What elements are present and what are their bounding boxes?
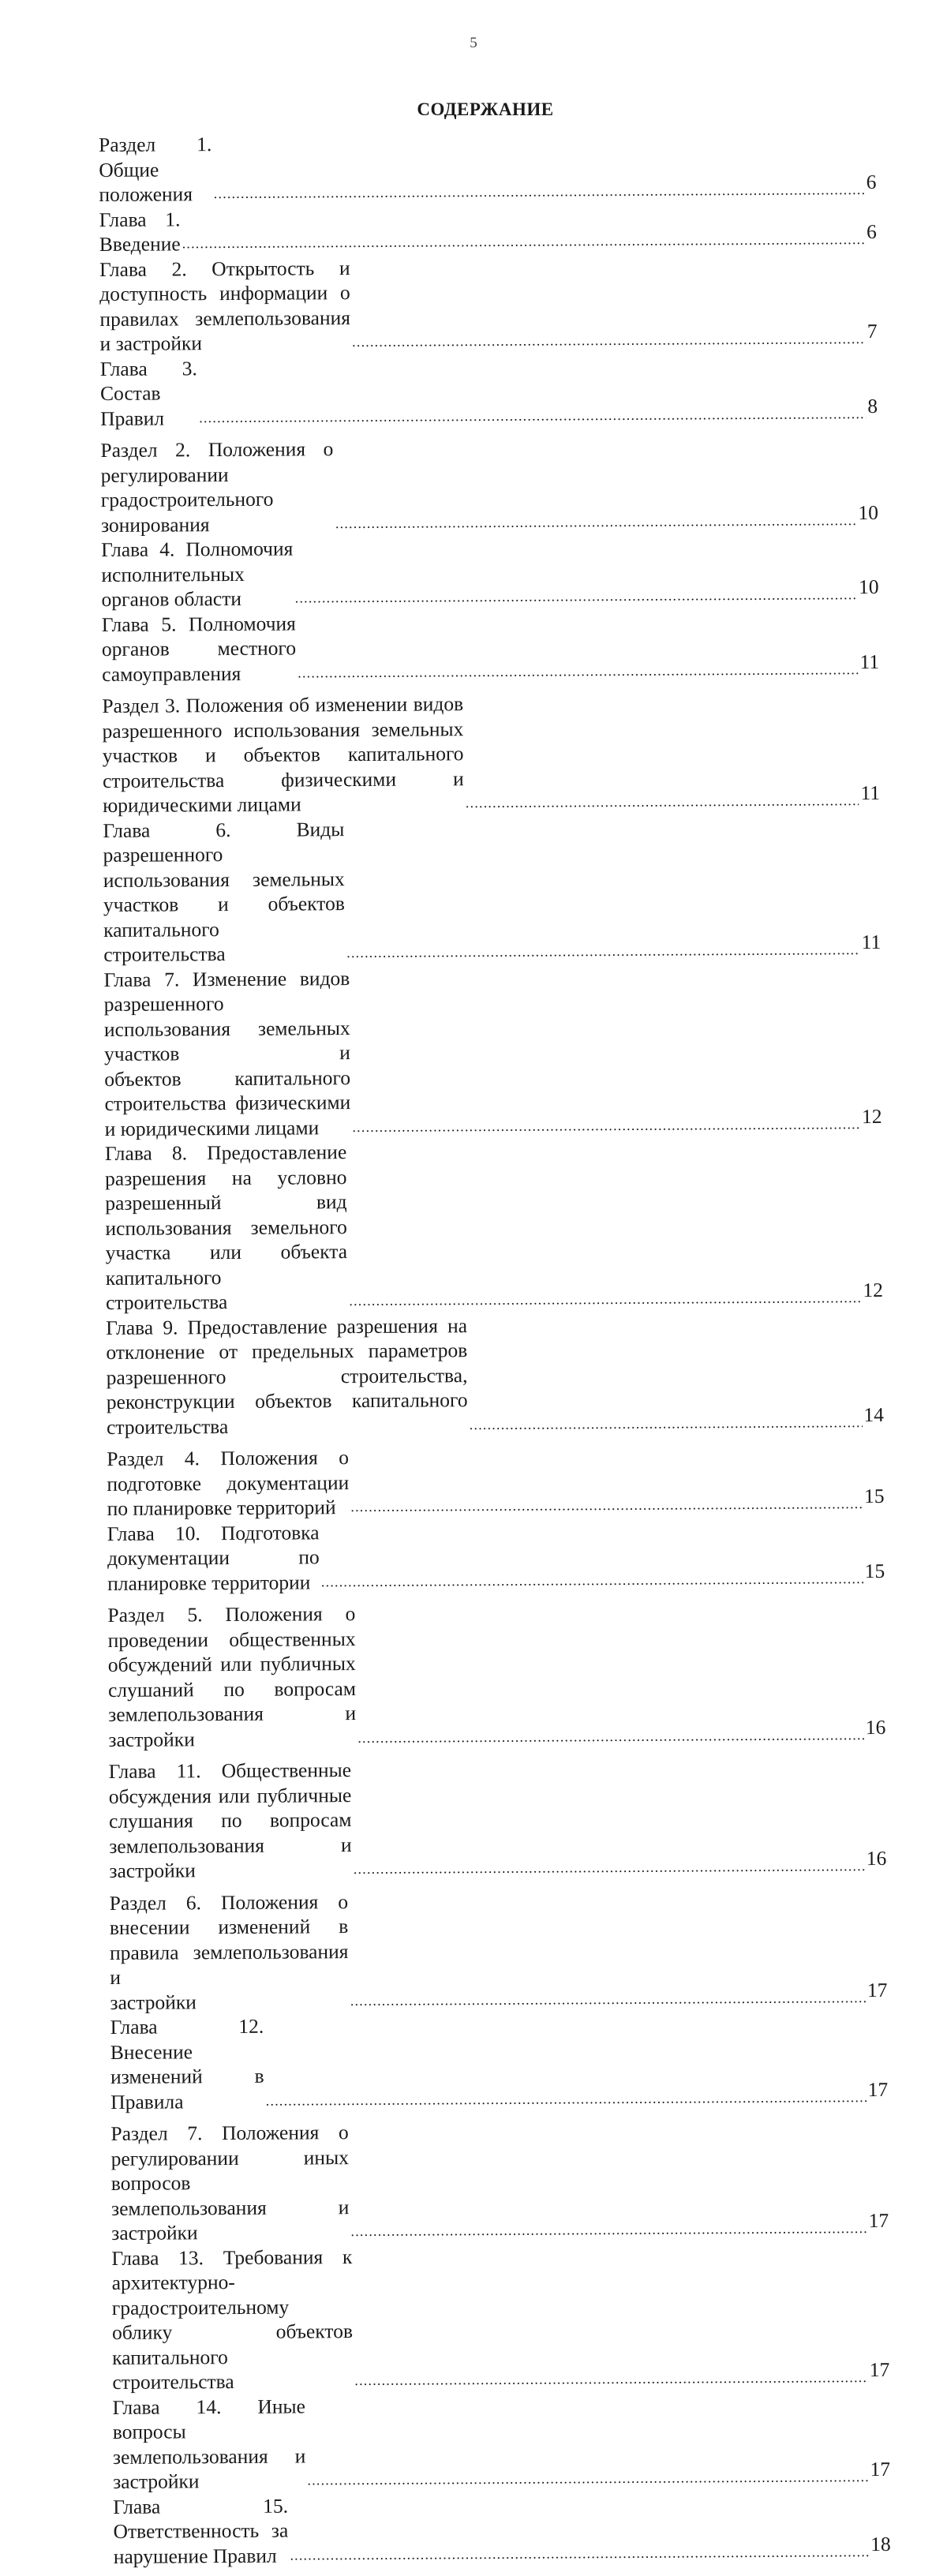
toc-entry-label: Глава 3. Состав Правил bbox=[99, 356, 197, 430]
toc-entry-label: Раздел 4. Положения о подготовке документации по планировке территорий bbox=[107, 1446, 350, 1520]
toc-entry[interactable] bbox=[100, 433, 878, 537]
toc-leader-dots bbox=[346, 938, 860, 965]
toc-entry-label: Глава 15. Ответственность за нарушение Правил bbox=[113, 2494, 289, 2568]
toc-entry-page: 11 bbox=[861, 930, 881, 954]
toc-entry-label: Глава 14. Иные вопросы землепользования и застройки bbox=[112, 2394, 306, 2493]
toc-entry-text bbox=[113, 2493, 288, 2569]
toc-group bbox=[110, 2117, 890, 2569]
toc-entry[interactable] bbox=[101, 533, 879, 612]
toc-leader-dots bbox=[354, 2365, 868, 2393]
toc-entry-page: 15 bbox=[863, 1484, 885, 1508]
toc-leader-dots bbox=[349, 1286, 861, 1313]
toc-entry[interactable] bbox=[113, 2489, 891, 2569]
toc-entry[interactable] bbox=[105, 1136, 883, 1316]
toc-leader-dots bbox=[199, 402, 866, 431]
toc-entry-label: Глава 1. Введение bbox=[99, 207, 181, 256]
toc-entry-text bbox=[100, 356, 198, 431]
toc-leader-dots bbox=[470, 1410, 863, 1438]
toc-entry-page: 17 bbox=[870, 2457, 891, 2481]
toc-leader-dots bbox=[298, 657, 859, 686]
toc-entry-page: 12 bbox=[862, 1104, 882, 1128]
toc-entry-page: 17 bbox=[868, 2208, 889, 2233]
toc-entry-text bbox=[107, 1445, 349, 1521]
toc-group bbox=[102, 689, 884, 1440]
toc-entry[interactable] bbox=[110, 1885, 888, 2015]
toc-entry-page: 17 bbox=[869, 2357, 890, 2382]
toc-entry-page: 14 bbox=[863, 1402, 885, 1426]
toc-entry-page: 6 bbox=[866, 170, 877, 194]
toc-entry[interactable] bbox=[99, 202, 877, 256]
toc-entry-lead: Глава 7. Изменение видов разрешенного использования земельных участков и bbox=[103, 966, 350, 1065]
toc-entry-label: Глава 5. Полномочия органов местного самоуправления bbox=[101, 611, 297, 686]
toc-entry-label: слушаний по вопросам землепользования и застройки bbox=[107, 1676, 357, 1751]
toc-leader-dots bbox=[295, 582, 858, 611]
toc-entry[interactable] bbox=[106, 1310, 884, 1440]
toc-entry-lead: Раздел 7. Положения о регулировании иных вопросов землепользования и bbox=[110, 2121, 350, 2220]
toc-entry-text bbox=[99, 256, 350, 357]
toc-entry-page: 8 bbox=[867, 394, 878, 417]
toc-group bbox=[107, 1598, 885, 1752]
toc-leader-dots bbox=[182, 227, 866, 256]
toc-entry-label: Раздел 1. Общие положения bbox=[99, 133, 212, 206]
toc-title: СОДЕРЖАНИЕ bbox=[417, 99, 554, 119]
toc-leader-dots bbox=[266, 2085, 867, 2114]
toc-entry-lead: Раздел 6. Положения о внесении изменений в правила землепользования и bbox=[109, 1889, 349, 1989]
toc-leader-dots bbox=[354, 1854, 865, 1881]
toc-leader-dots bbox=[352, 1112, 860, 1140]
toc-entry-text bbox=[100, 436, 334, 537]
toc-group bbox=[107, 1442, 885, 1596]
toc-entry[interactable] bbox=[110, 2010, 889, 2114]
toc-entry-page: 17 bbox=[867, 1978, 888, 2001]
toc-leader-dots bbox=[350, 1986, 866, 2013]
toc-entry-text bbox=[105, 1140, 348, 1315]
toc-entry-text bbox=[113, 2394, 306, 2494]
toc-entry[interactable] bbox=[102, 689, 880, 818]
toc-entry-label: застройки bbox=[111, 2221, 198, 2245]
toc-entry-label: юридическими лицами bbox=[103, 792, 301, 817]
toc-entry-lead: Глава 2. Открытость и доступность информации о правилах землепользования bbox=[99, 256, 351, 331]
toc-entry-text bbox=[110, 1889, 349, 2015]
toc-entry-page: 11 bbox=[859, 650, 880, 673]
toc-entry-label: строительства bbox=[106, 1414, 229, 1439]
page-number: 5 bbox=[470, 35, 477, 51]
toc-leader-dots bbox=[321, 1567, 863, 1595]
toc-leader-dots bbox=[307, 2465, 868, 2493]
toc-entry[interactable] bbox=[100, 351, 878, 431]
toc-leader-dots bbox=[352, 327, 866, 354]
toc-entry-page: 10 bbox=[858, 500, 879, 524]
toc-entry-page: 7 bbox=[867, 319, 878, 343]
toc-group bbox=[110, 1885, 889, 2114]
toc-entry-lead: Раздел 5. Положения о проведении общественных обсуждений или публичных bbox=[107, 1602, 356, 1676]
toc-entry[interactable] bbox=[113, 2390, 891, 2494]
toc-entry-page: 18 bbox=[870, 2532, 891, 2555]
toc-entry-text bbox=[102, 691, 464, 818]
toc-entry[interactable] bbox=[102, 607, 880, 687]
toc-entry-page: 16 bbox=[866, 1846, 887, 1870]
toc-entry-page: 6 bbox=[866, 219, 877, 244]
toc-leader-dots bbox=[350, 2216, 867, 2244]
table-of-contents bbox=[99, 128, 891, 2576]
toc-leader-dots bbox=[335, 508, 857, 537]
toc-entry-label: Глава 12. Внесение изменений в Правила bbox=[110, 2014, 264, 2114]
toc-group bbox=[100, 433, 879, 687]
toc-group bbox=[109, 1754, 887, 1884]
toc-entry-text bbox=[110, 2014, 264, 2114]
toc-entry-lead: Глава 8. Предоставление разрешения на условно разрешенный вид bbox=[104, 1140, 347, 1215]
toc-entry-text bbox=[101, 537, 294, 612]
toc-entry-lead: Глава 11. Общественные обсуждения или публичные слушания по вопросам bbox=[108, 1758, 352, 1833]
toc-entry[interactable] bbox=[107, 1516, 885, 1596]
toc-entry-page: 10 bbox=[858, 575, 879, 599]
toc-entry-label: застройки bbox=[110, 1990, 197, 2014]
toc-entry-lead: Глава 9. Предоставление разрешения на отклонение от предельных параметров разрешенного строительства, реконструкции объектов капитального bbox=[106, 1313, 468, 1413]
toc-group bbox=[99, 128, 878, 431]
toc-entry-page: 12 bbox=[863, 1278, 884, 1302]
toc-entry[interactable] bbox=[103, 813, 881, 967]
toc-leader-dots bbox=[350, 1492, 863, 1519]
toc-entry[interactable] bbox=[107, 1442, 885, 1522]
toc-entry[interactable] bbox=[111, 2241, 889, 2394]
toc-entry-text bbox=[102, 611, 297, 687]
toc-entry-text bbox=[103, 966, 350, 1141]
toc-entry-label: использования земельного участка или объекта капитального строительства bbox=[105, 1215, 348, 1314]
toc-entry-label: капитального строительства bbox=[112, 2345, 234, 2394]
toc-entry-label: Глава 10. Подготовка документации по планировке территории bbox=[107, 1520, 320, 1595]
toc-leader-dots bbox=[214, 178, 865, 207]
toc-entry[interactable] bbox=[99, 128, 877, 208]
toc-leader-dots bbox=[357, 1723, 864, 1750]
toc-entry[interactable] bbox=[107, 1598, 885, 1752]
toc-entry-lead: Глава 13. Требования к архитектурно-градостроительному облику объектов bbox=[111, 2245, 354, 2344]
toc-entry-label: землепользования и застройки bbox=[109, 1833, 352, 1882]
toc-leader-dots bbox=[290, 2540, 869, 2568]
toc-entry-text bbox=[103, 817, 345, 968]
toc-entry[interactable] bbox=[109, 1754, 887, 1884]
toc-entry-label: и застройки bbox=[99, 331, 203, 355]
toc-entry-page: 15 bbox=[864, 1559, 885, 1582]
toc-entry-text bbox=[99, 207, 181, 257]
toc-entry-page: 16 bbox=[865, 1715, 886, 1739]
toc-entry-lead: Раздел 3. Положения об изменении видов разрешенного использования земельных участков и объектов капитального строительства физическими и bbox=[102, 692, 464, 792]
toc-entry-label: Раздел 2. Положения о регулировании градостроительного зонирования bbox=[100, 437, 334, 537]
toc-entry-text bbox=[109, 1758, 352, 1883]
toc-entry-label: объектов капитального строительства физическими и юридическими лицами bbox=[104, 1065, 351, 1140]
toc-entry-text bbox=[99, 132, 212, 207]
toc-leader-dots bbox=[466, 788, 859, 816]
toc-entry-text bbox=[111, 2245, 353, 2395]
toc-entry-lead: Глава 6. Виды разрешенного использования земельных участков и объектов bbox=[103, 817, 345, 916]
toc-entry-text bbox=[110, 2120, 349, 2245]
toc-entry-text bbox=[107, 1601, 356, 1752]
toc-entry-page: 11 bbox=[860, 781, 881, 805]
toc-entry-page: 17 bbox=[867, 2077, 889, 2101]
toc-entry[interactable] bbox=[110, 2117, 889, 2246]
toc-entry-text bbox=[107, 1520, 320, 1596]
toc-entry[interactable] bbox=[99, 252, 878, 356]
toc-entry-text bbox=[106, 1313, 468, 1440]
toc-entry-label: Глава 4. Полномочия исполнительных органов области bbox=[101, 537, 294, 611]
toc-entry[interactable] bbox=[103, 962, 881, 1141]
toc-entry-label: капитального строительства bbox=[103, 917, 226, 966]
